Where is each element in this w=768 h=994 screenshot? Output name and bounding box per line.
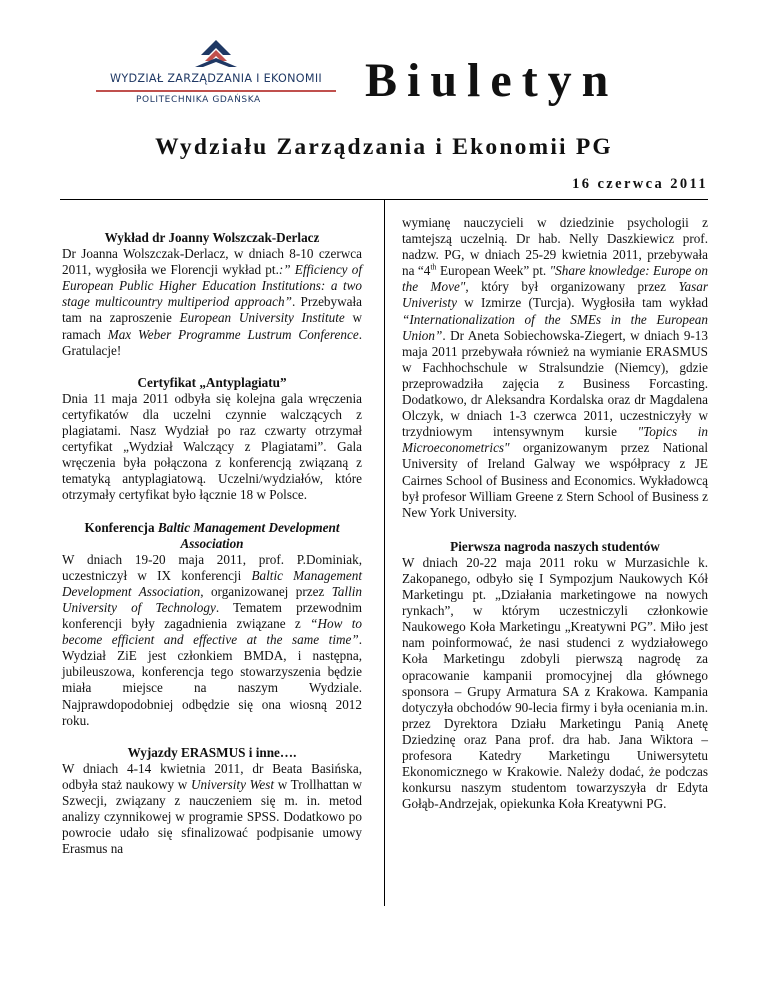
column-divider — [384, 200, 385, 906]
article-title: Wyjazdy ERASMUS i inne…. — [127, 744, 297, 760]
article-body: W dniach 19-20 maja 2011, prof. P.Dominiak, uczestniczył w IX konferencji Baltic Management Development Association, organizowanej przez Tallin University of Technology. Tematem przewodnim konferencji były zagadnienia związane z “How to become efficient and effective at the same time”. Wydział ZiE jest członkiem BMDA, i następna, jubileuszowa, konferencja tego stowarzyszenia będzie miała miejsce na naszym Wydziale. Najprawdopodobniej odbędzie się ona wiosną 2012 roku. — [62, 551, 363, 728]
article-erasmus-continued — [402, 215, 708, 521]
faculty-logo — [96, 38, 336, 108]
right-column — [402, 215, 708, 828]
logo-divider — [96, 90, 336, 92]
newsletter-title: Biuletyn — [365, 54, 619, 107]
article-title: Certyfikat „Antyplagiatu” — [137, 374, 287, 390]
article-body: wymianę nauczycieli w dziedzinie psychologii z tamtejszą uczelnią. Dr hab. Nelly Daszkiewicz prof. nadzw. PG, w dniach 25-29 kwietnia 2011, przebywała na “4th European Week” pt. "Share knowledge: Europe on the Move", który był organizowany przez Yasar Univeristy w Izmirze (Turcja). Wygłosiła tam wykład “Internationalization of the SMEs in the European Union”. Dr Aneta Sobiechowska-Ziegert, w dniach 9-13 maja 2011 przebywała również na wymianie ERASMUS w Fachhochschule w Stralsundzie (Niemcy), gdzie przeprowadziła zajęcia z Business Forcasting. Dodatkowo, dr Aleksandra Kordalska oraz dr Magdalena Olczyk, w dniach 1-3 czerwca 2011, uczestniczyły w trzydniowym intensywnym kursie "Topics in Microeconometrics" organizowanym przez National University of Ireland Galway we współpracy z JE Cairnes School of Business and Economics. Wykładowcą był profesor William Greene z Stern School of Business z New York University. — [402, 215, 709, 520]
article-certificate — [62, 375, 362, 504]
article-title: Konferencja Baltic Management Development Association — [84, 519, 340, 551]
left-column — [62, 230, 362, 873]
article-body: Dnia 11 maja 2011 odbyła się kolejna gala wręczenia certyfikatów dla uczelni czynnie walczących z plagiatami. Nasz Wydział po raz czwarty otrzymał certyfikat „Wydział Walczący z Plagiatami”. Gala wręczenia była połączona z konferencją związaną z tematyką antyplagiatową. Uczelni/wydziałów, które otrzymały certyfikat było łącznie 18 w Polsce. — [62, 390, 362, 503]
article-body: W dniach 4-14 kwietnia 2011, dr Beata Basińska, odbyła staż naukowy w University West w Trollhattan w Szwecji, związany z nauczeniem się m. in. metod analizy czynnikowej w programie SPSS. Dodatkowo po powrocie udało się sfinalizować podpisanie umowy Erasmus na — [62, 760, 363, 857]
article-title: Wykład dr Joanny Wolszczak-Derlacz — [104, 230, 320, 245]
article-body: Dr Joanna Wolszczak-Derlacz, w dniach 8-10 czerwca 2011, wygłosiła we Florencji wykład pt.:” Efficiency of European Public Higher Education Institutions: a two stage multicountry multiperiod approach”. Przebywała tam na zaproszenie European University Institute w ramach Max Weber Programme Lustrum Conference. Gratulacje! — [62, 246, 363, 358]
article-body: W dniach 20-22 maja 2011 roku w Murzasichle k. Zakopanego, odbyło się I Sympozjum Naukowych Kół Marketingu pt. „Działania marketingowe na nowych rynkach”, w którym uczestniczyli członkowie Naukowego Koła Marketingu „Kreatywni PG”. Miło jest nam poinformować, że nasi studenci z wydziałowego Koła Marketingu zdobyli pierwszą nagrodę za opracowanie kampanii promocyjnej dla głównego sponsora – Grupy Armatura SA z Krakowa. Kampania dotyczyła obchodów 90-lecia firmy i była oceniania m.in. przez Dyrektora Działu Marketingu Panią Anetę Dziedzinę oraz Pana prof. dra hab. Jana Wiktora – profesora Katedry Marketingu Uniwersytetu Ekonomicznego w Krakowie. Należy dodać, że podczas konkursu naszym studentom towarzyszyła dr Edyta Gołąb-Andrzejak, opiekunka Koła Kreatywni PG. — [402, 554, 708, 812]
masthead — [0, 0, 768, 200]
article-lecture — [62, 230, 362, 359]
article-erasmus — [62, 745, 362, 858]
article-title: Pierwsza nagroda naszych studentów — [450, 538, 660, 554]
logo-emblem-icon — [189, 38, 243, 70]
article-award — [402, 539, 708, 813]
article-conference — [62, 520, 362, 729]
logo-university-name: POLITECHNIKA GDAŃSKA — [136, 95, 261, 105]
newsletter-subtitle: Wydziału Zarządzania i Ekonomii PG — [155, 134, 613, 160]
logo-faculty-name: WYDZIAŁ ZARZĄDZANIA I EKONOMII — [109, 72, 323, 85]
issue-date: 16 czerwca 2011 — [572, 176, 708, 192]
